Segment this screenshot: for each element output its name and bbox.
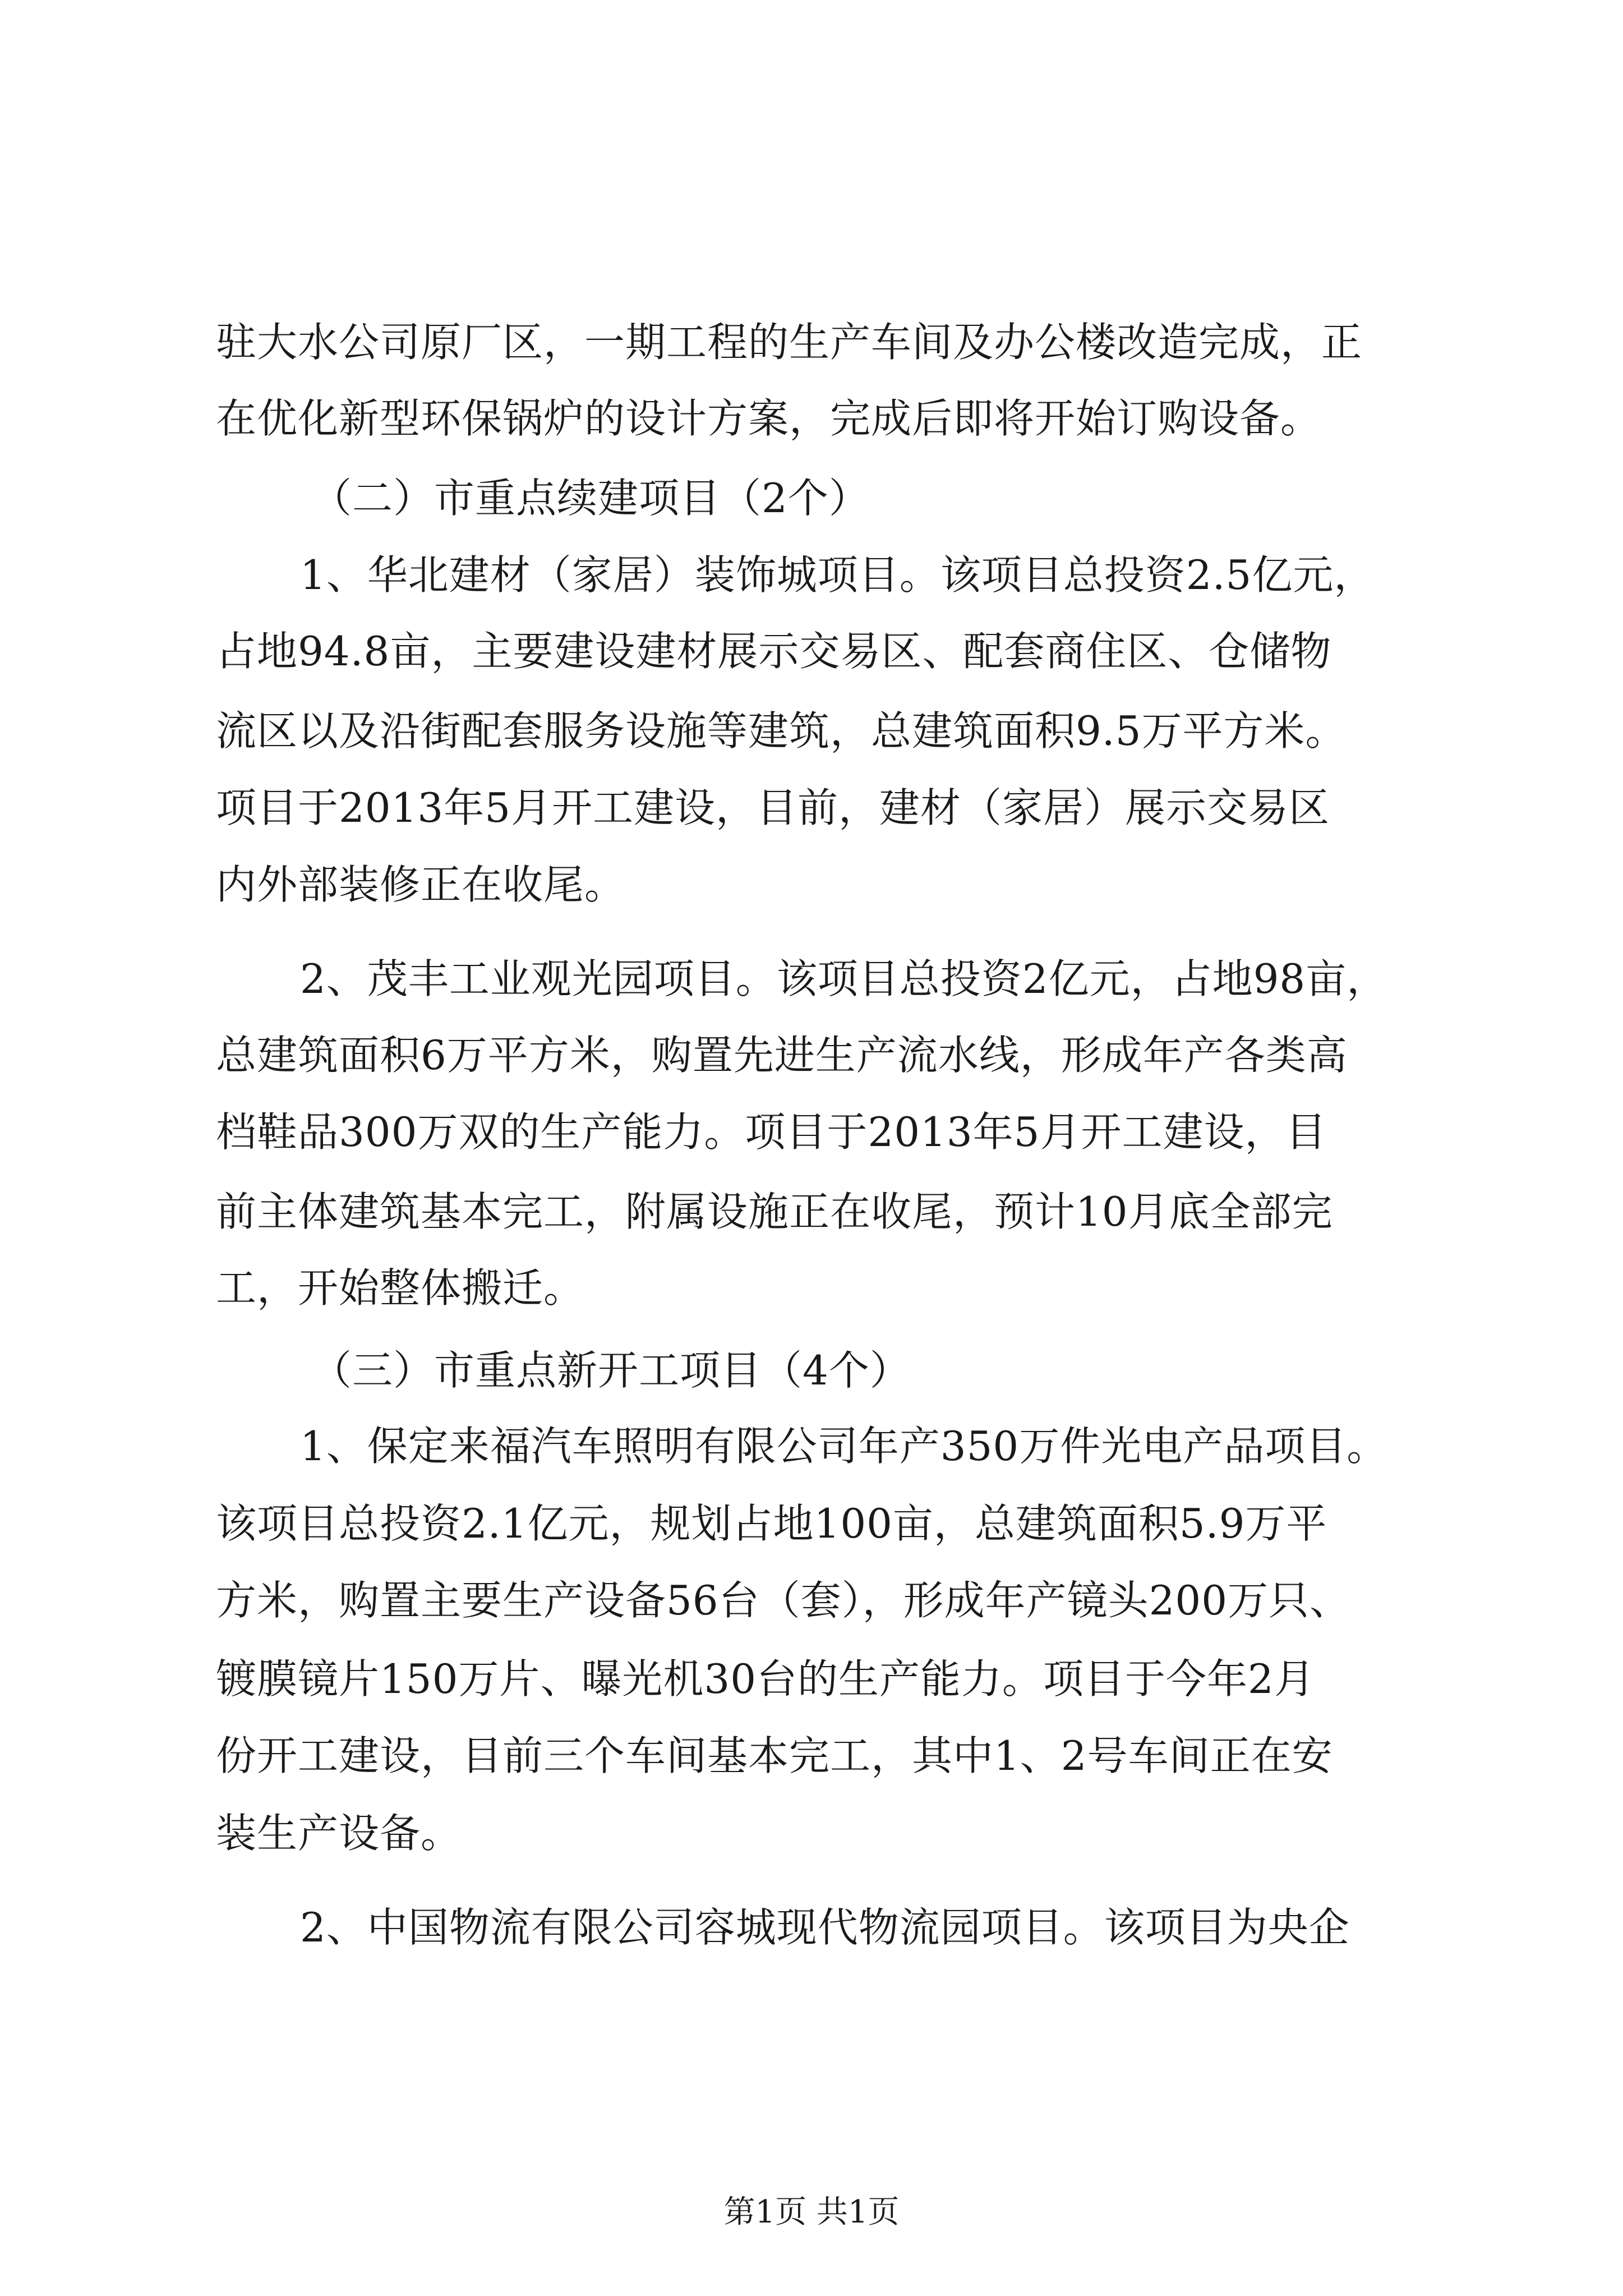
text-line: 方米，购置主要生产设备56台（套），形成年产镜头200万只、 [216, 1577, 1351, 1624]
text-line: 驻大水公司原厂区，一期工程的生产车间及办公楼改造完成，正 [216, 319, 1363, 366]
text-line: 该项目总投资2.1亿元，规划占地100亩，总建筑面积5.9万平 [216, 1500, 1327, 1547]
text-line: 在优化新型环保锅炉的设计方案，完成后即将开始订购设备。 [216, 395, 1322, 442]
section-heading: （三）市重点新开工项目（4个） [311, 1347, 911, 1394]
text-line: 内外部装修正在收尾。 [216, 861, 626, 908]
text-line: 工，开始整体搬迁。 [216, 1264, 585, 1312]
text-line: 1、保定来福汽车照明有限公司年产350万件光电产品项目。 [300, 1423, 1388, 1470]
text-line: 镀膜镜片150万片、曝光机30台的生产能力。项目于今年2月 [216, 1655, 1315, 1703]
text-line: 2、中国物流有限公司容城现代物流园项目。该项目为央企 [300, 1904, 1350, 1951]
text-line: 份开工建设，目前三个车间基本完工，其中1、2号车间正在安 [216, 1732, 1333, 1779]
text-line: 1、华北建材（家居）装饰城项目。该项目总投资2.5亿元， [300, 551, 1375, 599]
text-line: 前主体建筑基本完工，附属设施正在收尾，预计10月底全部完 [216, 1188, 1333, 1235]
text-line: 2、茂丰工业观光园项目。该项目总投资2亿元，占地98亩， [300, 955, 1388, 1002]
text-line: 项目于2013年5月开工建设，目前，建材（家居）展示交易区 [216, 784, 1330, 831]
text-line: 流区以及沿街配套服务设施等建筑，总建筑面积9.5万平方米。 [216, 707, 1347, 754]
text-line: 档鞋品300万双的生产能力。项目于2013年5月开工建设，目 [216, 1108, 1327, 1156]
text-line: 占地94.8亩，主要建设建材展示交易区、配套商住区、仓储物 [216, 628, 1332, 675]
text-line: 装生产设备。 [216, 1810, 462, 1857]
text-line: 总建筑面积6万平方米，购置先进生产流水线，形成年产各类高 [216, 1032, 1348, 1079]
section-heading: （二）市重点续建项目（2个） [311, 475, 870, 522]
page-number-footer: 第1页 共1页 [723, 2194, 900, 2230]
